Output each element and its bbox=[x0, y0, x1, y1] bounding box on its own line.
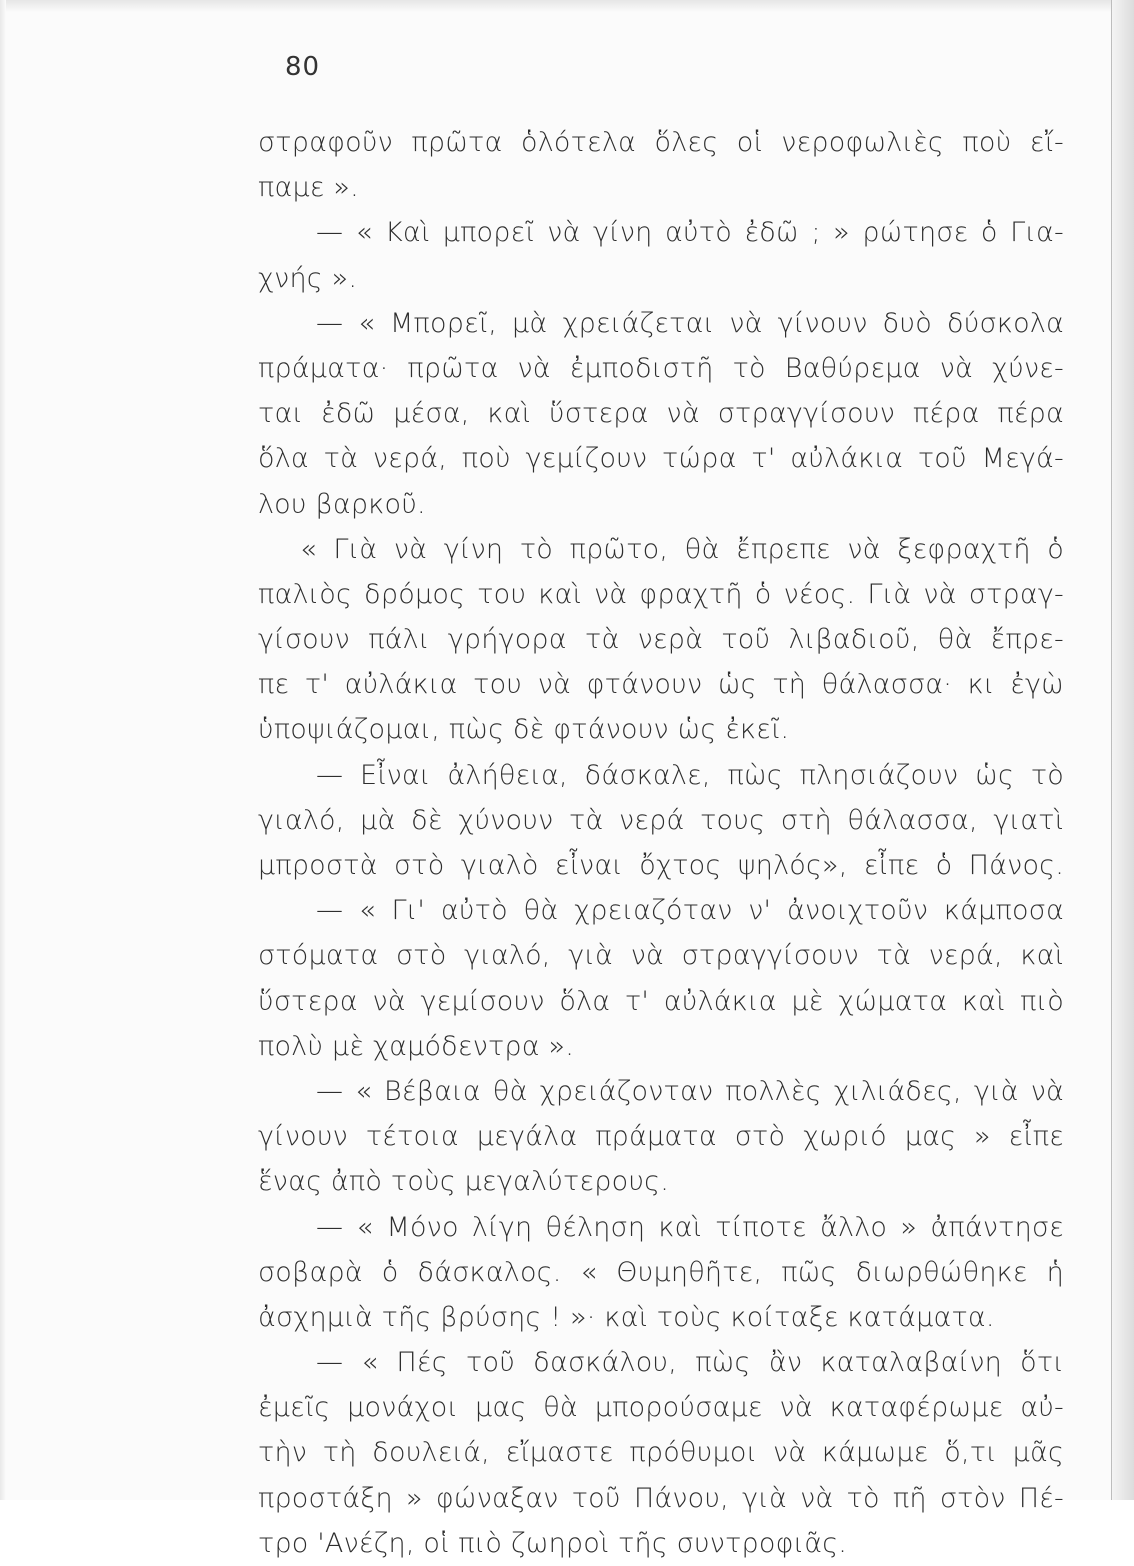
text-line: προστάξη » φώναξαν τοῦ Πάνου, γιὰ νὰ τὸ πῆ στὸν Πέ- bbox=[258, 1482, 1064, 1514]
text-line: στόματα στὸ γιαλό, γιὰ νὰ στραγγίσουν τὰ νερά, καὶ bbox=[258, 940, 1064, 972]
text-line: ται ἐδῶ μέσα, καὶ ὕστερα νὰ στραγγίσουν πέρα πέρα bbox=[258, 398, 1064, 430]
text-line: πράματα· πρῶτα νὰ ἐμποδιστῆ τὸ Βαθύρεμα νὰ χύνε- bbox=[258, 352, 1064, 384]
text-line: σοβαρὰ ὁ δάσκαλος. « Θυμηθῆτε, πῶς διωρθώθηκε ἡ bbox=[258, 1256, 1064, 1288]
text-line: ἐμεῖς μονάχοι μας θὰ μπορούσαμε νὰ καταφέρωμε αὐ- bbox=[258, 1392, 1064, 1424]
text-line: — « Μόνο λίγη θέληση καὶ τίποτε ἄλλο » ἀπάντησε bbox=[316, 1211, 1064, 1243]
text-line: λου βαρκοῦ. bbox=[258, 488, 426, 520]
text-line: γίνουν τέτοια μεγάλα πράματα στὸ χωριό μας » εἶπε bbox=[258, 1121, 1064, 1153]
text-line: χνής ». bbox=[258, 262, 358, 294]
text-line: πολὺ μὲ χαμόδεντρα ». bbox=[258, 1030, 575, 1062]
text-line: — « Πές τοῦ δασκάλου, πὼς ἂν καταλαβαίνη ὅτι bbox=[316, 1347, 1064, 1379]
text-line: γίσουν πάλι γρήγορα τὰ νερὰ τοῦ λιβαδιοῦ, θὰ ἔπρε- bbox=[258, 624, 1064, 656]
text-line: « Γιὰ νὰ γίνη τὸ πρῶτο, θὰ ἔπρεπε νὰ ξεφραχτῆ ὁ bbox=[300, 533, 1064, 565]
text-line: τρο 'Ανέζη, οἱ πιὸ ζωηροὶ τῆς συντροφιᾶς. bbox=[258, 1527, 848, 1559]
page-top-edge bbox=[0, 0, 1134, 12]
text-line: — « Μπορεῖ, μὰ χρειάζεται νὰ γίνουν δυὸ δύσκολα bbox=[316, 307, 1064, 339]
text-line: — « Βέβαια θὰ χρειάζονταν πολλὲς χιλιάδες, γιὰ νὰ bbox=[316, 1075, 1064, 1107]
text-line: παλιὸς δρόμος του καὶ νὰ φραχτῆ ὁ νέος. Γιὰ νὰ στραγ- bbox=[258, 578, 1064, 610]
text-line: — Εἶναι ἀλήθεια, δάσκαλε, πὼς πλησιάζουν ὡς τὸ bbox=[316, 759, 1064, 791]
text-line: ὅλα τὰ νερά, ποὺ γεμίζουν τώρα τ' αὐλάκια τοῦ Μεγά- bbox=[258, 443, 1064, 475]
text-line: γιαλό, μὰ δὲ χύνουν τὰ νερά τους στὴ θάλασσα, γιατὶ bbox=[258, 804, 1064, 836]
text-line: — « Γι' αὐτὸ θὰ χρειαζόταν ν' ἀνοιχτοῦν κάμποσα bbox=[316, 895, 1064, 927]
text-line: παμε ». bbox=[258, 172, 359, 204]
text-line: μπροστὰ στὸ γιαλὸ εἶναι ὄχτος ψηλός», εἶπε ὁ Πάνος. bbox=[258, 850, 1064, 881]
body-text bbox=[258, 120, 1064, 1566]
text-line: ὑποψιάζομαι, πὼς δὲ φτάνουν ὡς ἐκεῖ. bbox=[258, 714, 790, 746]
facing-page-edge bbox=[1111, 0, 1134, 1500]
text-line: ἕνας ἀπὸ τοὺς μεγαλύτερους. bbox=[258, 1166, 669, 1198]
text-line: στραφοῦν πρῶτα ὁλότελα ὅλες οἱ νεροφωλιὲς ποὺ εἴ- bbox=[258, 127, 1064, 158]
text-line: πε τ' αὐλάκια του νὰ φτάνουν ὡς τὴ θάλασσα· κι ἐγὼ bbox=[258, 669, 1064, 701]
text-line: — « Καὶ μπορεῖ νὰ γίνη αὐτὸ ἐδῶ ; » ρώτησε ὁ Για- bbox=[316, 217, 1064, 249]
text-line: τὴν τὴ δουλειά, εἴμαστε πρόθυμοι νὰ κάμωμε ὅ,τι μᾶς bbox=[258, 1437, 1064, 1469]
page-number: 80 bbox=[285, 52, 321, 82]
text-line: ὕστερα νὰ γεμίσουν ὅλα τ' αὐλάκια μὲ χώματα καὶ πιὸ bbox=[258, 985, 1064, 1017]
page-left-shadow bbox=[0, 0, 6, 1500]
text-line: ἀσχημιὰ τῆς βρύσης ! »· καὶ τοὺς κοίταξε κατάματα. bbox=[258, 1301, 995, 1333]
